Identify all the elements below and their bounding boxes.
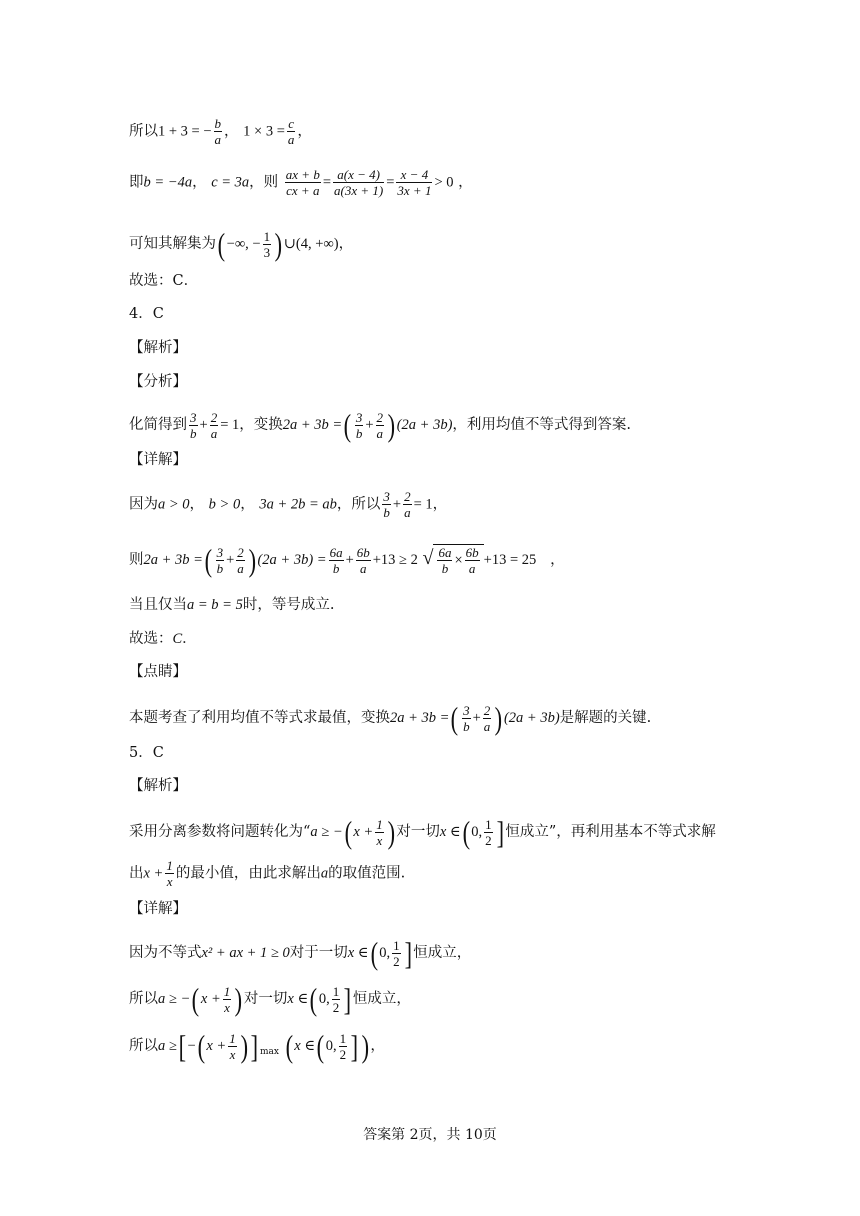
page-footer: 答案第 2页，共 10页 xyxy=(363,1127,497,1143)
line-1: 所以1 + 3 = − $\frac{b}{a}$ ， 1 × 3 = $\frac{c}{a}$ ， xyxy=(129,116,312,147)
heading-dianjing: 【点睛】 xyxy=(129,664,187,680)
heading-analysis-5: 【解析】 xyxy=(129,778,187,794)
line-10: 因为a > 0， b > 0， 3a + 2b = ab，所以 $\frac{3}{b}$ + $\frac{2}{a}$ = 1， xyxy=(129,489,448,520)
line-21: 因为不等式x² + ax + 1 ≥ 0对于一切x ∈( 0, $\frac{1}{2}$ ] 恒成立， xyxy=(129,935,472,971)
line-3: 可知其解集为( −∞, − $\frac{1}{3}$ ) ∪(4, +∞)， xyxy=(129,226,354,262)
line-23: 所以a ≥[ −( x + $\frac{1}{x}$ )] $_{max}$ ( x ∈( 0, $\frac{1}{2}$ ]) ， xyxy=(129,1028,385,1064)
line-19: 出x + $\frac{1}{x}$ 的最小值，由此求解出a的取值范围. xyxy=(129,858,406,889)
question-5-answer: 5．C xyxy=(129,745,164,761)
line-22: 所以a ≥ −( x + $\frac{1}{x}$ ) 对一切x ∈( 0, $\frac{1}{2}$ ] 恒成立， xyxy=(129,981,411,1017)
fraction: $\frac{b}{a}$ xyxy=(214,116,222,147)
heading-fenxi: 【分析】 xyxy=(129,374,187,390)
line-12: 当且仅当a = b = 5时，等号成立. xyxy=(129,597,335,613)
heading-analysis: 【解析】 xyxy=(129,340,187,356)
line-4: 故选：C． xyxy=(129,273,199,289)
fraction: $\frac{c}{a}$ xyxy=(287,116,295,147)
heading-detail: 【详解】 xyxy=(129,452,187,468)
line-8: 化简得到 $\frac{3}{b}$ + $\frac{2}{a}$ = 1，变换2a + 3b =( $\frac{3}{b}$ + $\frac{2}{a}$ ) (2a + 3b)，利用均值不等式得到答案. xyxy=(129,407,632,443)
line-2: 即b = −4a， c = 3a，则 $\frac{ax + b}{cx + a}$ = $\frac{a(x - 4)}{a(3x + 1)}$ = $\frac{x - 4}{3x + 1}$ > 0 ， xyxy=(129,167,473,198)
line-18: 采用分离参数将问题转化为“a ≥ −( x + $\frac{1}{x}$ ) 对一切x ∈( 0, $\frac{1}{2}$ ] 恒成立”，再利用基本不等式求解 xyxy=(129,814,716,850)
question-4-answer: 4．C xyxy=(129,306,164,322)
line-13: 故选：C． xyxy=(129,631,197,647)
line-15: 本题考查了利用均值不等式求最值，变换2a + 3b =( $\frac{3}{b}$ + $\frac{2}{a}$ ) (2a + 3b)是解题的关键. xyxy=(129,700,652,736)
line-11: 则2a + 3b =( $\frac{3}{b}$ + $\frac{2}{a}$ ) (2a + 3b) = $\frac{6a}{b}$ + $\frac{6b}{a}$ +13 ≥ 2 √ $\frac{6a}{b}$ × $\frac{6b}{a}$ +13 = 25 ， xyxy=(129,542,565,578)
heading-detail-5: 【详解】 xyxy=(129,901,187,917)
